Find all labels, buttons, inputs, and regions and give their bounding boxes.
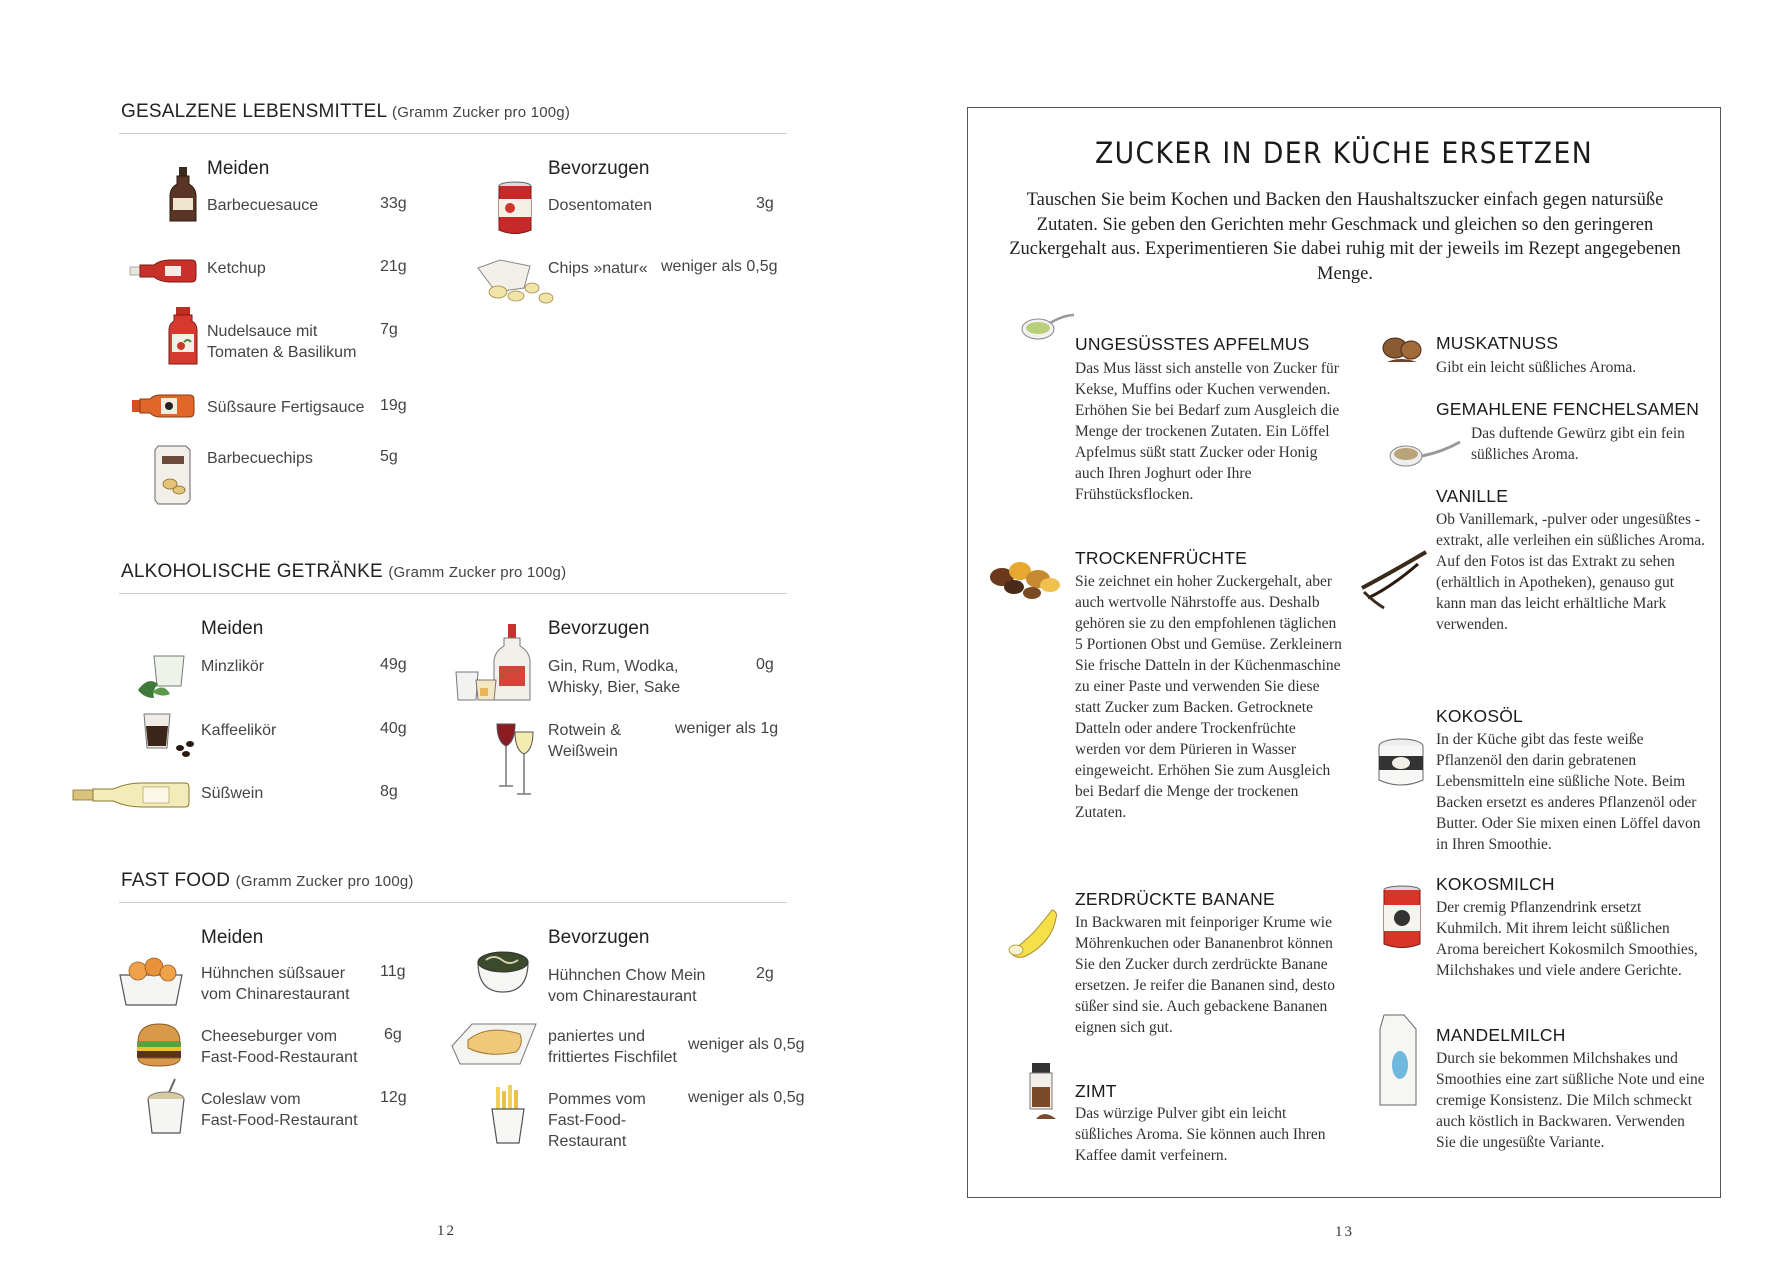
item-sugar-value: weniger als 0,5g — [661, 258, 778, 275]
item-sugar-value: weniger als 0,5g — [688, 1036, 805, 1053]
item-sugar-value: weniger als 0,5g — [688, 1089, 805, 1106]
item-sugar-value: 2g — [756, 965, 774, 982]
box-title: ZUCKER IN DER KÜCHE ERSETZEN — [1094, 136, 1594, 170]
page-number: 13 — [1335, 1224, 1354, 1240]
section-title-alcohol — [121, 561, 566, 583]
tip-heading: MUSKATNUSS — [1436, 333, 1559, 353]
item-sugar-value: 33g — [380, 195, 407, 212]
tip-heading: KOKOSÖL — [1436, 706, 1523, 726]
coconut-milk-can-icon — [1382, 885, 1422, 951]
section-title-fastfood — [121, 870, 414, 892]
tip-heading: MANDELMILCH — [1436, 1025, 1566, 1045]
item-sugar-value: 40g — [380, 720, 407, 737]
tomato-can-icon — [497, 181, 533, 237]
ketchup-bottle-icon — [129, 259, 197, 283]
item-sugar-value: weniger als 1g — [675, 720, 779, 737]
coffee-liqueur-glass-icon — [140, 712, 200, 758]
item-sugar-value: 8g — [380, 783, 398, 800]
tip-text: Ob Vanillemark, -pulver oder ungesüßtes -extrakt, alle verleihen ein süßliches Aroma. Auf den Fotos ist das Extrakt zu sehen (erhältlich in Apotheken), genauso gut kann man das leicht erhältliche Mark verwenden. — [1436, 511, 1706, 633]
section-divider — [119, 133, 787, 134]
chow-mein-bowl-icon — [474, 944, 532, 996]
item-name: Süßwein — [201, 785, 264, 802]
chips-bag-icon — [154, 444, 194, 506]
tip-heading: GEMAHLENE FENCHELSAMEN — [1436, 399, 1700, 419]
section-divider — [119, 902, 787, 903]
tip-text: Der cremig Pflanzendrink ersetzt Kuhmilch. Mit ihrem leicht süßlichen Aroma bereichert Kokosmilch Smoothies, Milchshakes und viele andere Gerichte. — [1436, 899, 1698, 979]
section-title-text: ALKOHOLISCHE GETRÄNKE — [121, 561, 383, 582]
substitute-sugar-box — [967, 107, 1721, 1198]
avoid-heading: Meiden — [201, 618, 264, 639]
item-sugar-value: 0g — [756, 656, 774, 673]
fennel-seeds-spoon-icon — [1388, 438, 1462, 474]
item-sugar-value: 11g — [380, 963, 406, 980]
banana-icon — [1006, 908, 1062, 958]
tip-text: In der Küche gibt das feste weiße Pflanzenöl den darin gebratenen Lebensmitteln eine süßliche Note. Beim Backen ersetzt es anderes Pflanzenöl oder Butter. Oder Sie mixen einen Löffel davon in Ihren Smoothie. — [1436, 731, 1701, 853]
section-divider — [119, 593, 787, 594]
mint-liqueur-glass-icon — [136, 652, 190, 704]
item-name: Nudelsauce mit Tomaten & Basilikum — [207, 323, 357, 361]
item-sugar-value: 3g — [756, 195, 774, 212]
prefer-heading: Bevorzugen — [548, 618, 650, 639]
tip-text: Sie zeichnet ein hoher Zuckergehalt, aber auch wertvolle Nährstoffe aus. Deshalb gehören sie zu den empfohlenen täglichen 5 Portionen Obst und Gemüse. Zerkleinern Sie frische Datteln in der Küchenmaschine zu einer Paste und verwenden Sie diese statt Zucker zum Backen. Getrocknete Datteln oder andere Trockenfrüchte werden vor dem Pürieren in Wasser eingeweicht. Erhöhen Sie zum Ausgleich bei Bedarf die Menge der trockenen Zutaten. — [1075, 573, 1342, 821]
intro-text: Tauschen Sie beim Kochen und Backen den Haushaltszucker einfach gegen natursüße Zutaten. Sie geben den Gerichten mehr Geschmack und gleichen so den geringeren Zuckergehalt aus. Experimentieren Sie dabei ruhig mit der jeweils im Rezept angegebenen Menge. — [1009, 190, 1681, 284]
section-title-salted — [121, 101, 570, 123]
tip-heading: TROCKENFRÜCHTE — [1075, 548, 1247, 568]
avoid-heading: Meiden — [201, 927, 264, 948]
item-name: Ketchup — [207, 260, 266, 277]
item-sugar-value: 19g — [380, 397, 407, 414]
tip-text: Durch sie bekommen Milchshakes und Smoothies eine zart süßliche Note und eine cremige Konsistenz. Die Milch schmeckt auch köstlich in Backwaren. Verwenden Sie die ungesüßte Variante. — [1436, 1050, 1705, 1151]
item-name: Kaffeelikör — [201, 722, 277, 739]
fries-icon — [488, 1085, 528, 1145]
sweet-sour-chicken-icon — [116, 953, 186, 1011]
item-name: Barbecuechips — [207, 450, 313, 467]
nutmeg-icon — [1381, 334, 1425, 366]
item-name: Gin, Rum, Wodka, Whisky, Bier, Sake — [548, 658, 681, 696]
prefer-heading: Bevorzugen — [548, 158, 650, 179]
item-name: Rotwein & Weißwein — [548, 722, 621, 760]
avoid-heading: Meiden — [207, 158, 270, 179]
sweet-wine-bottle-icon — [71, 781, 191, 809]
cinnamon-jar-icon — [1026, 1061, 1062, 1123]
tip-text: In Backwaren mit feinporiger Krume wie Möhrenkuchen oder Bananenbrot können Sie den Zucker durch zerdrückte Banane ersetzen. Je reifer die Bananen sind, desto süßer sind sie. Auch gebackene Bananen eignen sich gut. — [1075, 914, 1335, 1036]
tip-heading: KOKOSMILCH — [1436, 874, 1555, 894]
section-title-text: FAST FOOD — [121, 870, 231, 891]
item-sugar-value: 21g — [380, 258, 407, 275]
tip-text: Das Mus lässt sich anstelle von Zucker für Kekse, Muffins oder Kuchen verwenden. Erhöhen Sie bei Bedarf zum Ausgleich die Menge der trockenen Zutaten. Ein Löffel Apfelmus süßt statt Zucker oder Honig auch Ihren Joghurt oder Ihre Frühstücksflocken. — [1075, 360, 1340, 503]
tip-text: Das würzige Pulver gibt ein leicht süßliches Aroma. Sie können auch Ihren Kaffee damit verfeinern. — [1075, 1105, 1326, 1164]
item-name: Minzlikör — [201, 658, 265, 675]
vanilla-pods-icon — [1358, 548, 1432, 612]
item-name: paniertes und frittiertes Fischfilet — [548, 1028, 677, 1066]
item-sugar-value: 12g — [380, 1089, 407, 1106]
barbecue-sauce-bottle-icon — [168, 166, 198, 224]
item-name: Coleslaw vom Fast-Food-Restaurant — [201, 1091, 358, 1129]
dried-fruits-icon — [980, 555, 1066, 603]
plain-chips-icon — [476, 258, 558, 306]
item-name: Hühnchen Chow Mein vom Chinarestaurant — [548, 967, 706, 1005]
section-unit: (Gramm Zucker pro 100g) — [392, 104, 571, 121]
item-name: Chips »natur« — [548, 260, 648, 277]
almond-milk-carton-icon — [1372, 1013, 1422, 1109]
wine-glasses-icon — [495, 722, 535, 796]
item-name: Pommes vom Fast-Food- Restaurant — [548, 1091, 646, 1150]
section-unit: (Gramm Zucker pro 100g) — [388, 564, 567, 581]
coleslaw-cup-icon — [145, 1077, 187, 1137]
item-name: Dosentomaten — [548, 197, 653, 214]
tip-heading: UNGESÜSSTES APFELMUS — [1075, 334, 1310, 354]
page-number: 12 — [437, 1223, 456, 1239]
item-name: Süßsaure Fertigsauce — [207, 399, 365, 416]
tip-text: Das duftende Gewürz gibt ein fein süßliches Aroma. — [1471, 425, 1685, 463]
item-sugar-value: 5g — [380, 448, 398, 465]
applesauce-spoon-icon — [1020, 313, 1076, 345]
tip-heading: ZIMT — [1075, 1081, 1117, 1101]
item-name: Cheeseburger vom Fast-Food-Restaurant — [201, 1028, 358, 1066]
item-name: Hühnchen süßsauer vom Chinarestaurant — [201, 965, 350, 1003]
tip-heading: VANILLE — [1436, 486, 1509, 506]
item-sugar-value: 7g — [380, 321, 398, 338]
item-sugar-value: 6g — [384, 1026, 402, 1043]
fish-fillet-icon — [450, 1020, 538, 1068]
coconut-oil-jar-icon — [1376, 736, 1426, 790]
section-title-text: GESALZENE LEBENSMITTEL — [121, 101, 387, 122]
item-name: Barbecuesauce — [207, 197, 319, 214]
tip-text: Gibt ein leicht süßliches Aroma. — [1436, 359, 1637, 376]
pasta-sauce-jar-icon — [168, 306, 198, 368]
sweet-sour-sauce-bottle-icon — [131, 394, 197, 418]
spirits-bottle-icon — [452, 622, 534, 704]
item-sugar-value: 49g — [380, 656, 407, 673]
section-unit: (Gramm Zucker pro 100g) — [235, 873, 414, 890]
tip-heading: ZERDRÜCKTE BANANE — [1075, 889, 1275, 909]
cheeseburger-icon — [134, 1022, 184, 1068]
prefer-heading: Bevorzugen — [548, 927, 650, 948]
